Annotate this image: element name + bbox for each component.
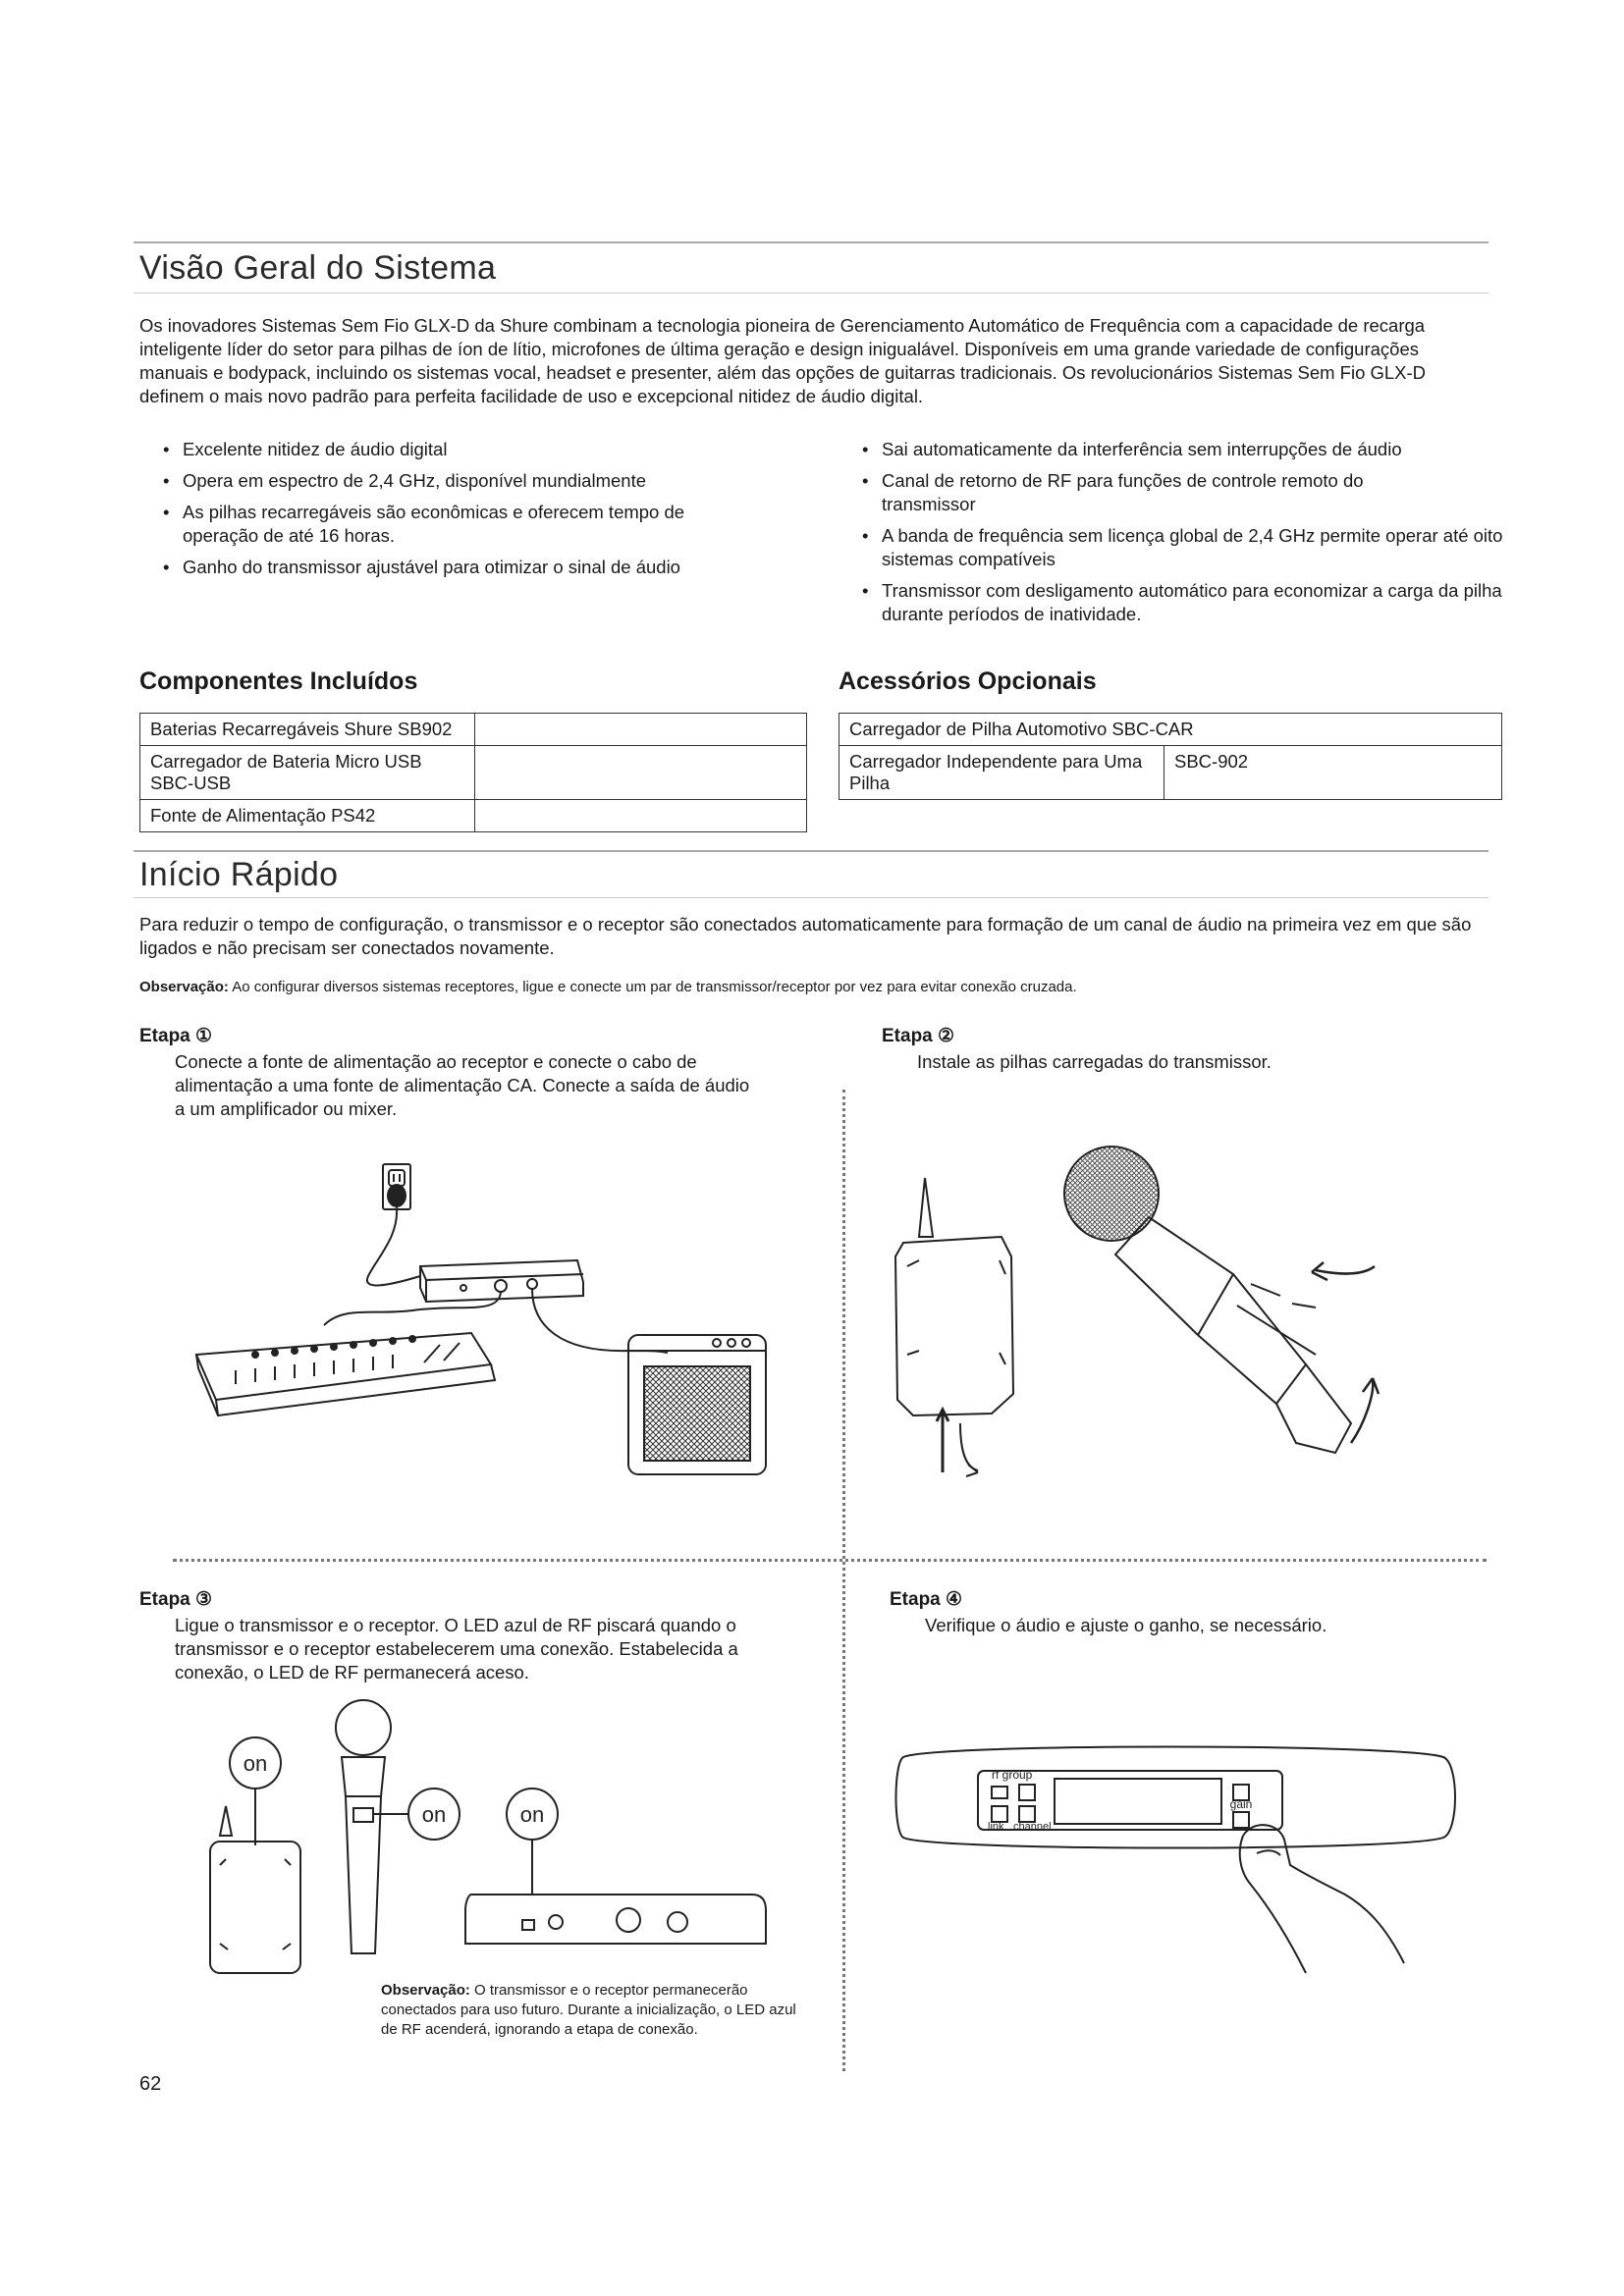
table-row — [140, 714, 807, 746]
audio-cable-2 — [532, 1289, 668, 1353]
step4-title: Etapa ④ — [890, 1589, 963, 1610]
callout-handheld — [373, 1789, 460, 1840]
feature-item: • Canal de retorno de RF para funções de controle remoto do transmissor — [860, 469, 1432, 516]
optional-table — [839, 713, 1502, 800]
quickstart-note — [139, 978, 1494, 997]
feature-item: • Sai automaticamente da interferência sem interrupções de áudio — [860, 438, 1508, 461]
quickstart-rule — [134, 850, 1489, 852]
wall-outlet-icon — [383, 1164, 410, 1209]
table-cell: Baterias Recarregáveis Shure SB902 — [140, 714, 475, 746]
gain-label: gain — [1229, 1797, 1253, 1811]
step3-note — [381, 1981, 813, 2040]
callout-on-label: on — [421, 1802, 447, 1827]
step-divider-horizontal — [173, 1559, 1487, 1562]
feature-item: • Opera em espectro de 2,4 GHz, disponível mundialmente — [161, 469, 760, 493]
rf-group-label: rf group — [992, 1768, 1033, 1782]
feature-item: • Transmissor com desligamento automático para economizar a carga da pilha durante períodos de inatividade. — [860, 579, 1508, 626]
top-rule — [134, 241, 1489, 243]
table-row — [839, 714, 1502, 746]
note-text: Ao configurar diversos sistemas receptores, ligue e conecte um par de transmissor/receptor por vez para evitar conexão cruzada. — [228, 979, 1077, 995]
step2-battery-illustration — [884, 1158, 1492, 1512]
feature-item: • Excelente nitidez de áudio digital — [161, 438, 760, 461]
table-cell — [475, 800, 807, 832]
table-row — [140, 800, 807, 832]
step1-title: Etapa ① — [139, 1026, 213, 1046]
overview-paragraph: Os inovadores Sistemas Sem Fio GLX-D da Shure combinam a tecnologia pioneira de Gerenciamento Automático de Frequência com a capacidade de recarga inteligente líder do setor para pilhas de íon de lítio, microfones de última geração e design inigualável. Disponíveis em uma grande variedade de configurações manuais e bodypack, incluindo os sistemas vocal, headset e presenter, além das opções de guitarras tradicionais. Os revolucionários Sistemas Sem Fio GLX-D definem o mais novo padrão para perfeita facilidade de uso e excepcional nitidez de áudio digital. — [139, 315, 1427, 406]
optional-title: Acessórios Opcionais — [839, 667, 1097, 695]
channel-label: channel — [1013, 1821, 1052, 1833]
included-table — [139, 713, 807, 832]
step1-text: Conecte a fonte de alimentação ao receptor e conecte o cabo de alimentação a uma fonte de alimentação CA. Conecte a saída de áudio a um amplificador ou mixer. — [175, 1051, 750, 1119]
callout-on-label: on — [243, 1751, 268, 1776]
features-list-left — [161, 438, 760, 587]
overview-title: Visão Geral do Sistema — [139, 249, 497, 287]
note-text: O transmissor e o receptor permanecerão conectados para uso futuro. Durante a inicialização, o LED azul de RF acenderá, ignorando a etapa de conexão. — [381, 1982, 796, 2038]
mixer-icon — [196, 1333, 495, 1415]
step4-text: Verifique o áudio e ajuste o ganho, se necessário. — [925, 1615, 1327, 1635]
table-cell — [475, 714, 807, 746]
receiver-icon — [420, 1260, 583, 1302]
link-label: link — [988, 1821, 1004, 1833]
receiver-back-icon — [465, 1895, 766, 1944]
quickstart-title: Início Rápido — [139, 856, 339, 893]
included-title: Componentes Incluídos — [139, 667, 418, 695]
table-cell: Carregador de Bateria Micro USB SBC-USB — [140, 746, 475, 800]
callout-receiver — [507, 1789, 558, 1895]
page-number: 62 — [139, 2073, 162, 2095]
receiver-front-icon — [896, 1747, 1456, 1848]
table-cell: Carregador Independente para Uma Pilha — [839, 746, 1164, 800]
step3-power-illustration — [196, 1698, 785, 1973]
bodypack-transmitter-icon — [895, 1178, 1013, 1476]
step1-setup-illustration — [167, 1158, 776, 1492]
quickstart-paragraph: Para reduzir o tempo de configuração, o transmissor e o receptor são conectados automaticamente para formação de um canal de áudio na primeira vez em que são ligados e não precisam ser conectados novamente. — [139, 914, 1472, 958]
handheld-microphone-icon — [1064, 1147, 1379, 1453]
step3-text: Ligue o transmissor e o receptor. O LED azul de RF piscará quando o transmissor e o receptor estabelecerem uma conexão. Estabelecida a conexão, o LED de RF permanecerá aceso. — [175, 1615, 738, 1682]
features-list-right — [860, 438, 1508, 634]
step2-title: Etapa ② — [882, 1026, 955, 1046]
handheld-transmitter-icon — [336, 1700, 391, 1953]
note-label: Observação: — [381, 1982, 470, 1999]
table-cell: Fonte de Alimentação PS42 — [140, 800, 475, 832]
step4-gain-illustration — [893, 1737, 1463, 1983]
step3-title: Etapa ③ — [139, 1589, 213, 1610]
amplifier-icon — [628, 1335, 766, 1474]
power-cable — [367, 1207, 420, 1285]
quickstart-title-underline — [134, 897, 1489, 898]
table-cell: Carregador de Pilha Automotivo SBC-CAR — [839, 714, 1502, 746]
feature-item: • As pilhas recarregáveis são econômicas e oferecem tempo de operação de até 16 horas. — [161, 501, 732, 548]
table-row — [140, 746, 807, 800]
table-row — [839, 746, 1502, 800]
table-cell: SBC-902 — [1164, 746, 1502, 800]
callout-on-label: on — [519, 1802, 545, 1827]
feature-item: • Ganho do transmissor ajustável para otimizar o sinal de áudio — [161, 556, 760, 579]
step-divider-vertical — [842, 1090, 845, 2071]
audio-cable — [324, 1292, 501, 1325]
callout-bodypack — [230, 1737, 281, 1845]
feature-item: • A banda de frequência sem licença global de 2,4 GHz permite operar até oito sistemas compatíveis — [860, 524, 1508, 571]
overview-title-underline — [134, 293, 1489, 294]
step2-text: Instale as pilhas carregadas do transmissor. — [917, 1051, 1272, 1072]
table-cell — [475, 746, 807, 800]
note-label: Observação: — [139, 979, 229, 995]
